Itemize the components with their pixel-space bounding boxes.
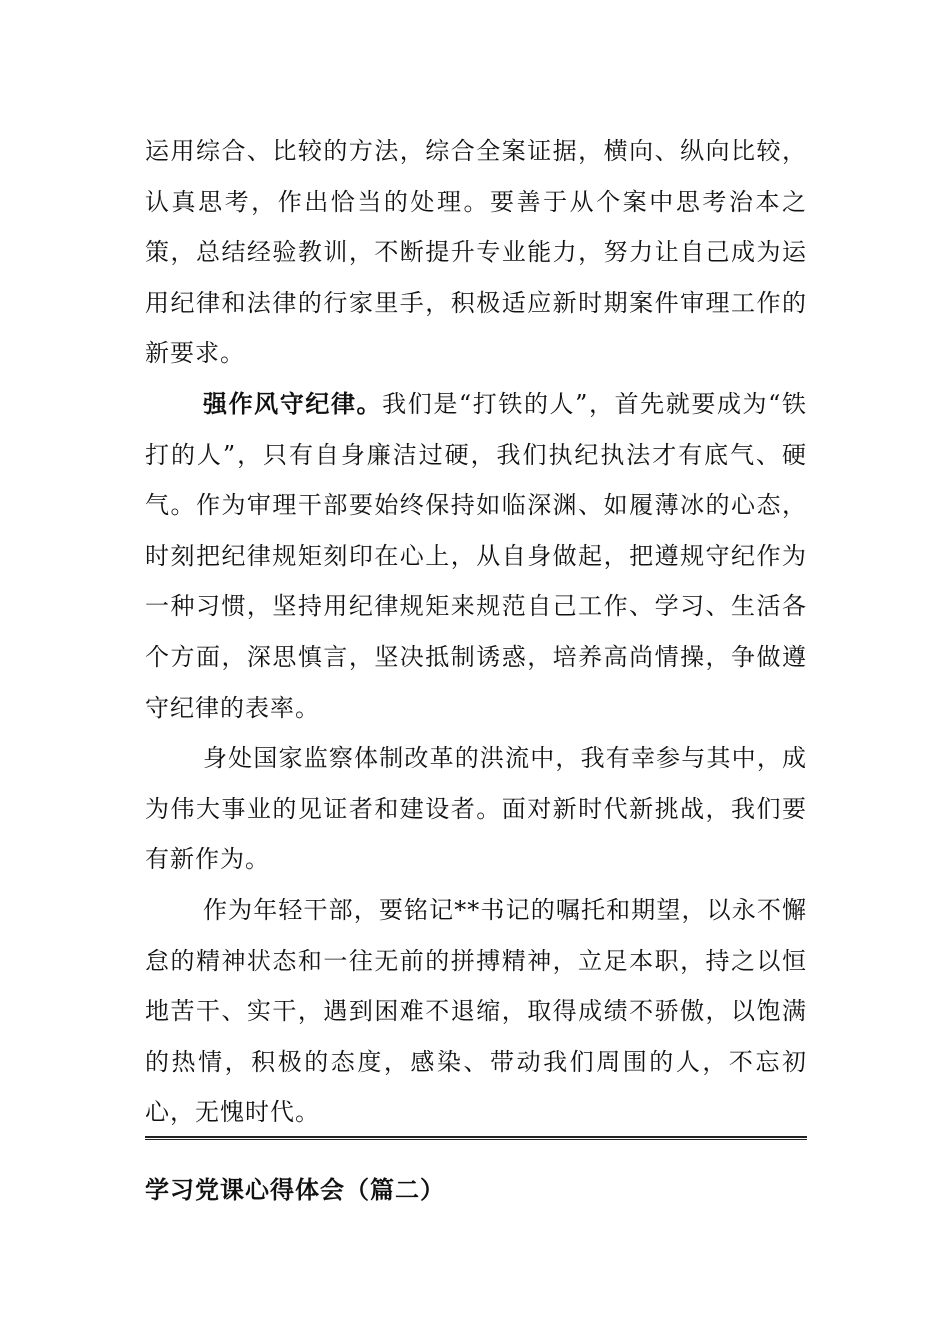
paragraph-4-text: 作为年轻干部，要铭记**书记的嘱托和期望，以永不懈怠的精神状态和一往无前的拼搏精神，立足本职，持之以恒地苦干、实干，遇到困难不退缩，取得成绩不骄傲，以饱满的热情，积极的态度，感染、带动我们周围的人，不忘初心，无愧时代。: [145, 895, 807, 1127]
paragraph-1-text: 运用综合、比较的方法，综合全案证据，横向、纵向比较，认真思考，作出恰当的处理。要善于从个案中思考治本之策，总结经验教训，不断提升专业能力，努力让自己成为运用纪律和法律的行家里手，积极适应新时期案件审理工作的新要求。: [145, 137, 807, 368]
paragraph-2-lead: 强作风守纪律。: [203, 388, 383, 418]
paragraph-2-text: 我们是“打铁的人”，首先就要成为“铁打的人”，只有自身廉洁过硬，我们执纪执法才有底气、硬气。作为审理干部要始终保持如临深渊、如履薄冰的心态，时刻把纪律规矩刻印在心上，从自身做起，把遵规守纪作为一种习惯，坚持用纪律规矩来规范自己工作、学习、生活各个方面，深思慎言，坚决抵制诱惑，培养高尚情操，争做遵守纪律的表率。: [145, 389, 807, 722]
paragraph-3: [145, 733, 807, 885]
paragraph-4: [145, 885, 807, 1138]
paragraph-3-text: 身处国家监察体制改革的洪流中，我有幸参与其中，成为伟大事业的见证者和建设者。面对新时代新挑战，我们要有新作为。: [145, 744, 807, 874]
section-heading: 学习党课心得体会（篇二）: [145, 1175, 445, 1204]
document-body: [145, 126, 807, 1138]
paragraph-2: [145, 379, 807, 733]
section-divider: [145, 1136, 807, 1140]
paragraph-1: [145, 126, 807, 379]
